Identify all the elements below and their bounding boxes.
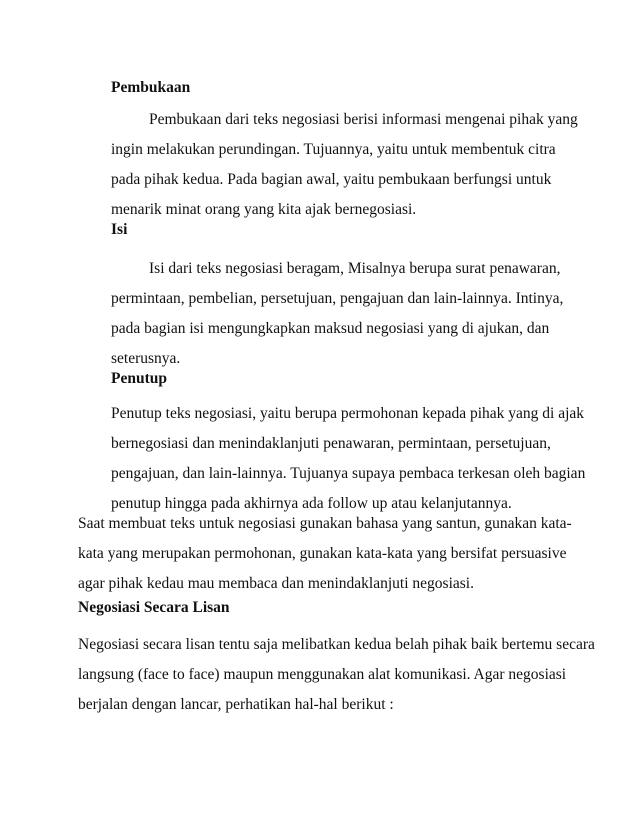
paragraph-line: berjalan dengan lancar, perhatikan hal-hal berikut : (78, 696, 394, 713)
paragraph-saat-membuat (78, 509, 572, 599)
paragraph-line: pengajuan, dan lain-lainnya. Tujuanya supaya pembaca terkesan oleh bagian (111, 465, 586, 482)
paragraph-line: pada pihak kedua. Pada bagian awal, yaitu pembukaan berfungsi untuk (111, 171, 552, 188)
heading-isi (111, 215, 127, 245)
paragraph-line: Isi dari teks negosiasi beragam, Misalnya berupa surat penawaran, (149, 260, 561, 277)
paragraph-line: Saat membuat teks untuk negosiasi gunakan bahasa yang santun, gunakan kata- (78, 515, 572, 532)
heading-text: Pembukaan (111, 79, 191, 96)
heading-negosiasi-lisan (78, 593, 230, 623)
paragraph-line: bernegosiasi dan menindaklanjuti penawaran, permintaan, persetujuan, (111, 435, 551, 452)
paragraph-line: seterusnya. (111, 350, 181, 367)
paragraph-line: langsung (face to face) maupun menggunakan alat komunikasi. Agar negosiasi (78, 666, 567, 683)
paragraph-line: Negosiasi secara lisan tentu saja melibatkan kedua belah pihak baik bertemu secara (78, 636, 595, 653)
paragraph-line: pada bagian isi mengungkapkan maksud negosiasi yang di ajukan, dan (111, 320, 550, 337)
heading-text: Isi (111, 221, 128, 238)
heading-penutup (111, 364, 167, 394)
paragraph-negosiasi-lisan (78, 630, 595, 720)
heading-text: Penutup (111, 370, 167, 387)
paragraph-line: Pembukaan dari teks negosiasi berisi informasi mengenai pihak yang (149, 111, 578, 128)
paragraph-line: kata yang merupakan permohonan, gunakan kata-kata yang bersifat persuasive (78, 545, 567, 562)
paragraph-line: penutup hingga pada akhirnya ada follow up atau kelanjutannya. (111, 495, 512, 512)
heading-text: Negosiasi Secara Lisan (78, 599, 230, 616)
paragraph-pembukaan (111, 105, 578, 225)
paragraph-line: Penutup teks negosiasi, yaitu berupa permohonan kepada pihak yang di ajak (111, 405, 585, 422)
paragraph-isi (111, 254, 563, 374)
heading-pembukaan (111, 73, 190, 103)
paragraph-line: menarik minat orang yang kita ajak bernegosiasi. (111, 201, 417, 218)
paragraph-line: permintaan, pembelian, persetujuan, pengajuan dan lain-lainnya. Intinya, (111, 290, 564, 307)
paragraph-penutup (111, 399, 585, 519)
paragraph-line: ingin melakukan perundingan. Tujuannya, yaitu untuk membentuk citra (111, 141, 556, 158)
paragraph-line: agar pihak kedau mau membaca dan menindaklanjuti negosiasi. (78, 575, 474, 592)
